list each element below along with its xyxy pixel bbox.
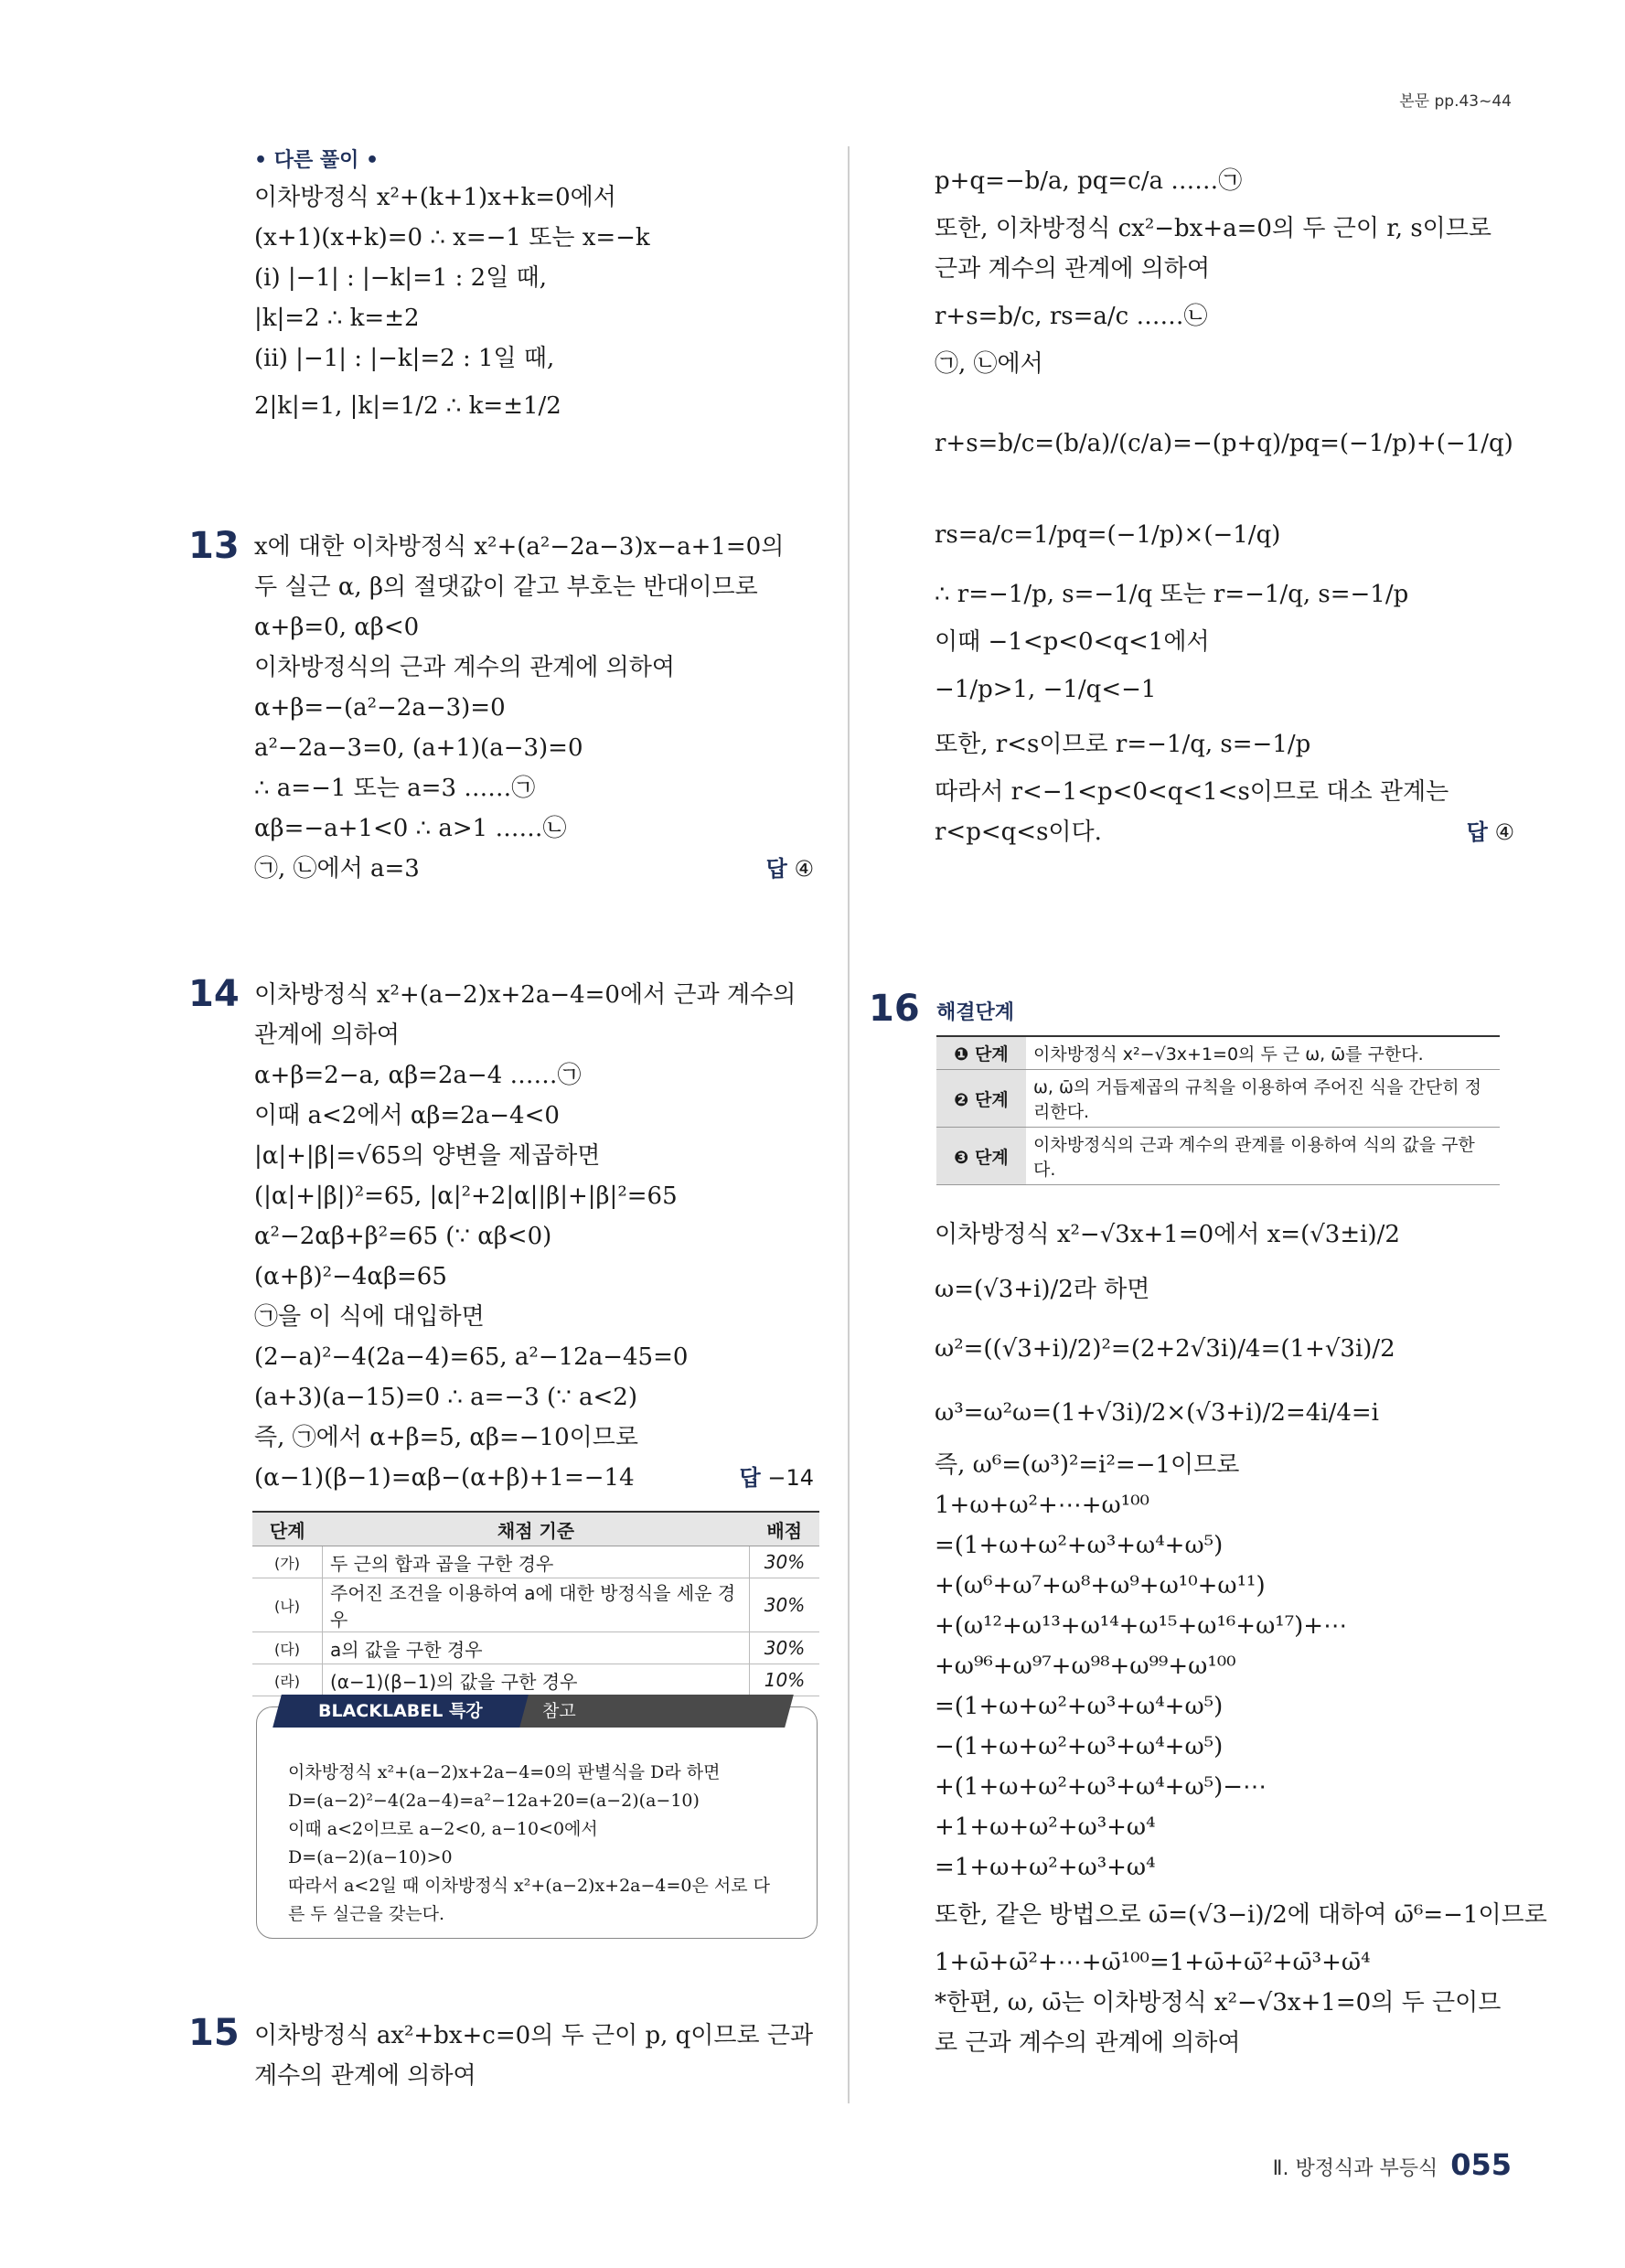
blacklabel-tab-text: BLACKLABEL 특강 (318, 1701, 483, 1721)
p15-line: rs=a/c=1/pq=(−1/p)×(−1/q) (935, 521, 1281, 549)
step-text: 이차방정식 x²−√3x+1=0의 두 근 ω, ω̄를 구한다. (1026, 1036, 1500, 1070)
step-label: ❸ 단계 (936, 1128, 1026, 1185)
p16-line: 또한, 같은 방법으로 ω̄=(√3−i)/2에 대하여 ω̄⁶=−1이므로 (935, 1901, 1547, 1929)
p15-line (935, 812, 1514, 852)
p15-line: 이때 −1<p<0<q<1에서 (935, 628, 1210, 656)
p16-line: 이차방정식 x²−√3x+1=0에서 x=(√3±i)/2 (935, 1221, 1400, 1248)
p14-line: α+β=2−a, αβ=2a−4 ……㉠ (254, 1062, 582, 1089)
p14-line: (a+3)(a−15)=0 ∴ a=−3 (∵ a<2) (254, 1384, 637, 1411)
grading-step: (다) (252, 1632, 323, 1664)
p14-line: ㉠을 이 식에 대입하면 (254, 1303, 485, 1331)
blacklabel-line: 른 두 실근을 갖는다. (288, 1904, 444, 1924)
step-row (936, 1128, 1500, 1185)
p16-line: ω³=ω²ω=(1+√3i)/2×(√3+i)/2=4i/4=i (935, 1399, 1379, 1427)
problem-16 (935, 1207, 1547, 2063)
p15-line: 또한, 이차방정식 cx²−bx+a=0의 두 근이 r, s이므로 (935, 215, 1492, 242)
problem-14 (254, 975, 814, 1498)
blacklabel-line: 이차방정식 x²+(a−2)x+2a−4=0의 판별식을 D라 하면 (288, 1762, 721, 1782)
answer-value: −14 (767, 1465, 814, 1491)
alt-line: (i) |−1| : |−k|=1 : 2일 때, (254, 264, 547, 292)
alt-solution-title: • 다른 풀이 • (254, 149, 380, 172)
grading-score: 30% (750, 1546, 820, 1578)
blacklabel-line: D=(a−2)(a−10)>0 (288, 1847, 453, 1867)
page-footer (1273, 2147, 1512, 2182)
grading-criterion: 두 근의 합과 곱을 구한 경우 (323, 1546, 750, 1578)
p14-line: (α+β)²−4αβ=65 (254, 1263, 447, 1290)
page-reference: 본문 pp.43~44 (1399, 92, 1512, 111)
p15-last-line: r<p<q<s이다. (935, 818, 1102, 846)
p15-line: p+q=−b/a, pq=c/a ……㉠ (935, 167, 1243, 195)
p14-line: (2−a)²−4(2a−4)=65, a²−12a−45=0 (254, 1343, 689, 1371)
blacklabel-box (256, 1701, 818, 1939)
p13-line: 두 실근 α, β의 절댓값이 같고 부호는 반대이므로 (254, 573, 758, 601)
p16-line: +(ω¹²+ω¹³+ω¹⁴+ω¹⁵+ω¹⁶+ω¹⁷)+⋯ (935, 1612, 1348, 1640)
p16-line: 1+ω̄+ω̄²+⋯+ω̄¹⁰⁰=1+ω̄+ω̄²+ω̄³+ω̄⁴ (935, 1949, 1371, 1976)
problem-15-continued (935, 154, 1514, 852)
p16-line: =(1+ω+ω²+ω³+ω⁴+ω⁵) (935, 1532, 1224, 1559)
problem-13-number: 13 (188, 525, 240, 567)
p16-line: ω²=((√3+i)/2)²=(2+2√3i)/4=(1+√3i)/2 (935, 1335, 1395, 1363)
p16-line: +1+ω+ω²+ω³+ω⁴ (935, 1813, 1156, 1841)
p13-last-line: ㉠, ㉡에서 a=3 (254, 855, 420, 883)
alt-line: (ii) |−1| : |−k|=2 : 1일 때, (254, 345, 555, 372)
solution-steps-title: 해결단계 (936, 1001, 1015, 1024)
p14-line: α²−2αβ+β²=65 (∵ αβ<0) (254, 1223, 552, 1250)
grading-step: (라) (252, 1664, 323, 1696)
p14-line: 즉, ㉠에서 α+β=5, αβ=−10이므로 (254, 1424, 638, 1451)
grading-step: (나) (252, 1578, 323, 1632)
blacklabel-line: D=(a−2)²−4(2a−4)=a²−12a+20=(a−2)(a−10) (288, 1791, 700, 1811)
p13-line: x에 대한 이차방정식 x²+(a²−2a−3)x−a+1=0의 (254, 533, 785, 561)
p16-line: 1+ω+ω²+⋯+ω¹⁰⁰ (935, 1492, 1149, 1519)
table-row (252, 1664, 819, 1696)
p16-line: 즉, ω⁶=(ω³)²=i²=−1이므로 (935, 1451, 1240, 1479)
p15-line: ∴ r=−1/p, s=−1/q 또는 r=−1/q, s=−1/p (935, 581, 1409, 608)
p15-answer (1467, 812, 1514, 852)
blacklabel-tab-title (273, 1695, 529, 1728)
problem-16-number: 16 (869, 988, 920, 1030)
table-row (252, 1632, 819, 1664)
alt-line: |k|=2 ∴ k=±2 (254, 305, 420, 332)
step-row (936, 1036, 1500, 1070)
p14-last-line: (α−1)(β−1)=αβ−(α+β)+1=−14 (254, 1464, 635, 1492)
p13-answer (766, 849, 814, 889)
p14-answer (740, 1458, 814, 1498)
grading-header: 배점 (750, 1512, 820, 1546)
problem-13 (254, 527, 814, 889)
solution-steps-table (936, 1035, 1500, 1185)
step-text: 이차방정식의 근과 계수의 관계를 이용하여 식의 값을 구한다. (1026, 1128, 1500, 1185)
blacklabel-line: 이때 a<2이므로 a−2<0, a−10<0에서 (288, 1819, 598, 1839)
table-row (252, 1578, 819, 1632)
grading-score: 30% (750, 1578, 820, 1632)
p16-line: =(1+ω+ω²+ω³+ω⁴+ω⁵) (935, 1693, 1224, 1720)
alt-solution (254, 144, 814, 433)
step-text: ω, ω̄의 거듭제곱의 규칙을 이용하여 주어진 식을 간단히 정리한다. (1026, 1070, 1500, 1128)
problem-14-number: 14 (188, 973, 240, 1015)
answer-label: 답 (1466, 819, 1488, 845)
grading-score: 30% (750, 1632, 820, 1664)
p15-line: ㉠, ㉡에서 (935, 350, 1043, 378)
column-divider (848, 146, 850, 2103)
p16-line: 로 근과 계수의 관계에 의하여 (935, 2029, 1241, 2057)
answer-label: 답 (739, 1465, 761, 1491)
p15-line: r+s=b/c=(b/a)/(c/a)=−(p+q)/pq=(−1/p)+(−1/q) (935, 430, 1513, 457)
p15-line: 근과 계수의 관계에 의하여 (935, 255, 1211, 283)
grading-header: 채점 기준 (323, 1512, 750, 1546)
p16-line: −(1+ω+ω²+ω³+ω⁴+ω⁵) (935, 1733, 1224, 1760)
p16-line: +(1+ω+ω²+ω³+ω⁴+ω⁵)−⋯ (935, 1773, 1267, 1801)
p14-line: (|α|+|β|)²=65, |α|²+2|α||β|+|β|²=65 (254, 1182, 678, 1210)
grading-score: 10% (750, 1664, 820, 1696)
alt-line: 2|k|=1, |k|=1/2 ∴ k=±1/2 (254, 392, 561, 420)
page-number: 055 (1450, 2147, 1512, 2182)
grading-table (252, 1511, 819, 1696)
blacklabel-tab (277, 1695, 789, 1728)
p16-line: +(ω⁶+ω⁷+ω⁸+ω⁹+ω¹⁰+ω¹¹) (935, 1572, 1266, 1599)
p14-line: 관계에 의하여 (254, 1022, 400, 1049)
problem-15-start (254, 2016, 814, 2096)
blacklabel-line: 따라서 a<2일 때 이차방정식 x²+(a−2)x+2a−4=0은 서로 다 (288, 1876, 771, 1896)
p15-line: 이차방정식 ax²+bx+c=0의 두 근이 p, q이므로 근과 (254, 2022, 814, 2049)
p14-line: 이차방정식 x²+(a−2)x+2a−4=0에서 근과 계수의 (254, 981, 796, 1009)
alt-line: 이차방정식 x²+(k+1)x+k=0에서 (254, 184, 616, 211)
grading-criterion: 주어진 조건을 이용하여 a에 대한 방정식을 세운 경우 (323, 1578, 750, 1632)
p13-line: αβ=−a+1<0 ∴ a>1 ……㉡ (254, 815, 567, 842)
step-row (936, 1070, 1500, 1128)
answer-value: ④ (794, 856, 814, 882)
blacklabel-tab2-text: 참고 (542, 1701, 576, 1721)
answer-value: ④ (1494, 819, 1514, 845)
p15-line: 또한, r<s이므로 r=−1/q, s=−1/p (935, 731, 1311, 758)
p16-line: ω=(√3+i)/2라 하면 (935, 1276, 1150, 1303)
problem-15-number: 15 (188, 2012, 240, 2054)
p13-line: α+β=0, αβ<0 (254, 614, 420, 641)
p15-line: r+s=b/c, rs=a/c ……㉡ (935, 303, 1208, 330)
blacklabel-body (288, 1759, 770, 1929)
blacklabel-tab-note (510, 1695, 794, 1728)
p13-line: α+β=−(a²−2a−3)=0 (254, 694, 506, 722)
p16-line: +ω⁹⁶+ω⁹⁷+ω⁹⁸+ω⁹⁹+ω¹⁰⁰ (935, 1653, 1236, 1680)
p14-line: 이때 a<2에서 αβ=2a−4<0 (254, 1102, 560, 1129)
grading-step: (가) (252, 1546, 323, 1578)
table-row (252, 1546, 819, 1578)
p13-line: ∴ a=−1 또는 a=3 ……㉠ (254, 775, 536, 802)
p14-line: |α|+|β|=√65의 양변을 제곱하면 (254, 1142, 601, 1170)
answer-label: 답 (765, 856, 787, 882)
grading-header-row (252, 1512, 819, 1546)
p15-line: 따라서 r<−1<p<0<q<1<s이므로 대소 관계는 (935, 778, 1449, 806)
grading-header: 단계 (252, 1512, 323, 1546)
step-label: ❶ 단계 (936, 1036, 1026, 1070)
step-label: ❷ 단계 (936, 1070, 1026, 1128)
p15-line: 계수의 관계에 의하여 (254, 2062, 476, 2090)
p13-line: a²−2a−3=0, (a+1)(a−3)=0 (254, 734, 583, 762)
alt-line: (x+1)(x+k)=0 ∴ x=−1 또는 x=−k (254, 224, 650, 251)
grading-criterion: a의 값을 구한 경우 (323, 1632, 750, 1664)
p13-line (254, 849, 814, 889)
p16-line: *한편, ω, ω̄는 이차방정식 x²−√3x+1=0의 두 근이므 (935, 1989, 1502, 2017)
grading-criterion: (α−1)(β−1)의 값을 구한 경우 (323, 1664, 750, 1696)
p14-line (254, 1458, 814, 1498)
p15-line: −1/p>1, −1/q<−1 (935, 676, 1157, 703)
chapter-label: Ⅱ. 방정식과 부등식 (1272, 2157, 1438, 2180)
p16-line: =1+ω+ω²+ω³+ω⁴ (935, 1854, 1156, 1881)
p13-line: 이차방정식의 근과 계수의 관계에 의하여 (254, 654, 676, 681)
